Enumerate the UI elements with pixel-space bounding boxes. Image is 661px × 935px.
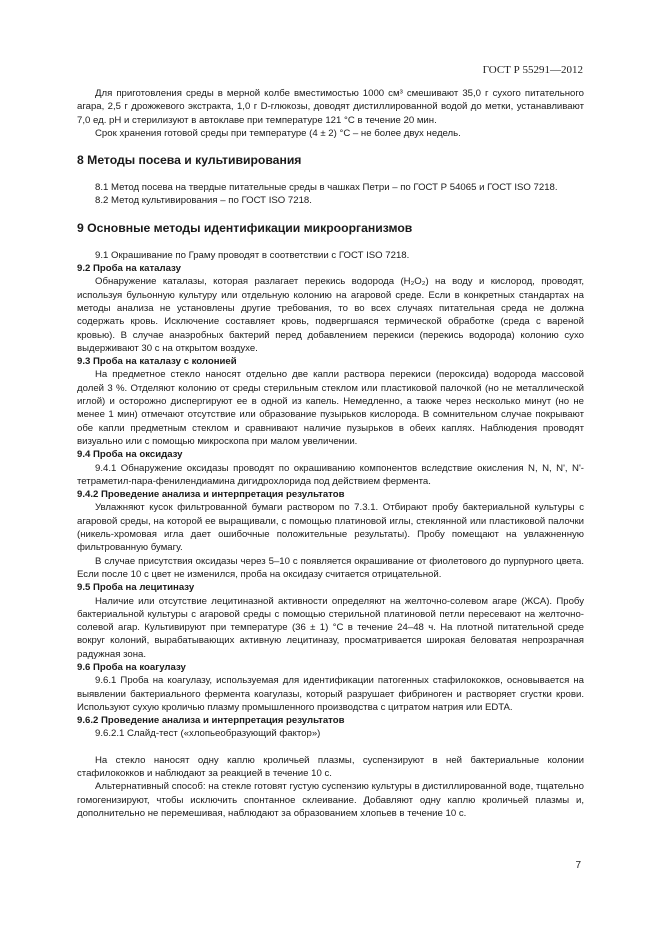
subsection-heading-9-5: 9.5 Проба на лецитиназу [77,582,195,594]
document-body [77,87,584,820]
document-header: ГОСТ Р 55291—2012 [482,64,583,76]
page-number: 7 [575,860,581,871]
paragraph-8-2: 8.2 Метод культивирования – по ГОСТ ISO 7218. [95,195,312,207]
subsection-heading-9-6-2: 9.6.2 Проведение анализа и интерпретация результатов [77,715,345,727]
paragraph-storage: Срок хранения готовой среды при температуре (4 ± 2) °С – не более двух недель. [95,127,461,139]
paragraph-alternative: Альтернативный способ: на стекле готовят густую суспензию культуры в дистиллированной воде, тщательно гомогенизируют, чтобы исключить спонтанное склеивание. Добавляют одну каплю кроличьей плазмы и, дополнительно не перемешивая, наблюдают за образованием хлопьев в течение 10 с. [77,781,584,819]
subsection-heading-9-3: 9.3 Проба на каталазу с колонией [77,356,237,368]
subsection-heading-9-2: 9.2 Проба на каталазу [77,263,181,275]
section-heading-9: 9 Основные методы идентификации микроорганизмов [77,220,413,235]
paragraph-9-5: Наличие или отсутствие лецитиназной активности определяют на желточно-солевом агаре (ЖСА). Пробу бактериальной культуры с агаровой среды с помощью стерильной платиновой петли пересевают на желточно-солевой агар. Культивируют при температуре (36 ± 1) °С в течение 24–48 ч. На плотной питательной среде вокруг колоний, вырабатывающих активную лецитиназу, просматривается широкая беловатая непрозрачная радужная зона. [77,595,584,660]
paragraph-9-6-2-1: 9.6.2.1 Слайд-тест («хлопьеобразующий фактор») [95,728,321,740]
paragraph-9-1: 9.1 Окрашивание по Граму проводят в соответствии с ГОСТ ISO 7218. [95,249,410,261]
paragraph-9-3: На предметное стекло наносят отдельно две капли раствора перекиси (пероксида) водорода массовой долей 3 %. Отделяют колонию от среды стерильным стеклом или пластиковой палочкой (но не металлической иглой) и осторожно диспергируют ее в одной из капель. Немедленно, а также через несколько минут (но не менее 1 мин) отмечают отсутствие или образование пузырьков кислорода. В сомнительном случае покрывают обе капли предметным стеклом и сравнивают наличие пузырьков в обеих каплях. Наблюдения проводят визуально или с помощью микроскопа при малом увеличении. [77,369,584,447]
paragraph-9-4-2-a: Увлажняют кусок фильтрованной бумаги раствором по 7.3.1. Отбирают пробу бактериальной культуры с агаровой среды, на которой ее выращивали, с помощью платиновой иглы, стеклянной или пластиковой палочки (никель-хромовая игла дает ошибочные положительные результаты). Пробу помещают на увлажненную фильтрованную бумагу. [77,502,584,554]
subsection-heading-9-4: 9.4 Проба на оксидазу [77,449,183,461]
paragraph-9-6-1: 9.6.1 Проба на коагулазу, используемая для идентификации патогенных стафилококков, основывается на выявлении бактериального фермента коагулазы, который разрушает фибриноген и растворяет сгустки крови. Используют сухую кроличью плазму промышленного производства с цитратом натрия или EDTA. [77,675,584,713]
paragraph-9-4-2-b: В случае присутствия оксидазы через 5–10 с появляется окрашивание от фиолетового до пурпурного цвета. Если после 10 с цвет не изменился, проба на оксидазу считается отрицательной. [77,555,584,580]
paragraph-9-4-1: 9.4.1 Обнаружение оксидазы проводят по окрашиванию компонентов вследствие окисления N, N, N', N'-тетраметил-пара-фенилендиамина дигидрохлорида под действием фермента. [77,462,584,487]
section-heading-8: 8 Методы посева и культивирования [77,153,302,168]
blank-spacer [77,741,584,754]
paragraph-9-2: Обнаружение каталазы, которая разлагает перекись водорода (H₂O₂) на воду и кислород, проводят, используя бульонную культуру или отдельную колонию на агаровой среде. Если в конкретных стандартах на методы анализа не установлены другие требования, то во всех случаях питательная среда не должна содержать кровь. Исключение составляет кровь, подвергшаяся термической обработке (среда с вареной кровью). В случае анаэробных бактерий перед добавлением перекиси (перекись водорода) колонию сухо выдерживают 30 с на открытом воздухе. [77,276,584,354]
subsection-heading-9-4-2: 9.4.2 Проведение анализа и интерпретация результатов [77,489,345,501]
subsection-heading-9-6: 9.6 Проба на коагулазу [77,661,186,673]
paragraph-medium-prep: Для приготовления среды в мерной колбе вместимостью 1000 см³ смешивают 35,0 г сухого питательного агара, 2,5 г дрожжевого экстракта, 1,0 г D-глюкозы, доводят дистиллированной водой до метки, устанавливают 7,0 ед. pH и стерилизуют в автоклаве при температуре 121 °С в течение 20 мин. [77,88,584,126]
paragraph-8-1: 8.1 Метод посева на твердые питательные среды в чашках Петри – по ГОСТ Р 54065 и ГОСТ ISO 7218. [95,182,558,194]
paragraph-slide-test: На стекло наносят одну каплю кроличьей плазмы, суспензируют в ней бактериальные колонии стафилококков и наблюдают за реакцией в течение 10 с. [77,754,584,780]
